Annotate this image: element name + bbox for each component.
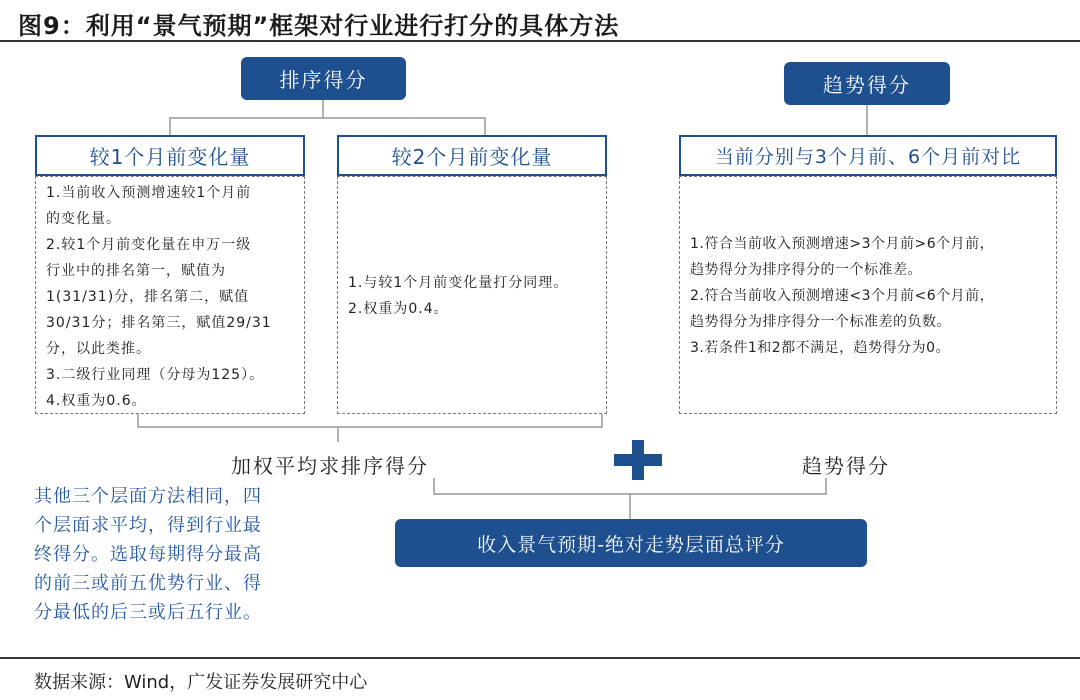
trend-score-pill [784, 62, 950, 105]
final-score-pill [395, 519, 867, 567]
trend-score-label: 趋势得分 [823, 73, 911, 97]
box1-header [35, 135, 305, 176]
source-footer: 数据来源：Wind，广发证券发展研究中心 [34, 672, 368, 693]
bracket-under-boxes [138, 414, 602, 442]
note-line: 终得分。选取每期得分最高 [34, 544, 262, 565]
box2-line: 1.与较1个月前变化量打分同理。 [348, 275, 569, 291]
box1-line: 30/31分；排名第三，赋值29/31 [46, 315, 272, 331]
final-score-label: 收入景气预期-绝对走势层面总评分 [477, 533, 785, 556]
figure-title: 图9：利用“景气预期”框架对行业进行打分的具体方法 [18, 12, 620, 40]
plus-icon-vertical [632, 440, 644, 480]
box1-line: 3.二级行业同理（分母为125）。 [46, 367, 265, 383]
trend-score-sum-label: 趋势得分 [802, 454, 890, 478]
box3-header-text: 当前分别与3个月前、6个月前对比 [714, 146, 1022, 168]
box1-body [35, 176, 305, 414]
box3-body [679, 176, 1057, 414]
box3-header [679, 135, 1057, 176]
box2-header-text: 较2个月前变化量 [391, 145, 553, 169]
note-line: 分最低的后三或后五行业。 [34, 602, 262, 623]
box2-header [337, 135, 607, 176]
box1-header-text: 较1个月前变化量 [89, 145, 251, 169]
note-line: 其他三个层面方法相同，四 [34, 486, 262, 507]
box1-line: 4.权重为0.6。 [46, 393, 147, 409]
box2-line: 2.权重为0.4。 [348, 301, 449, 317]
box1-line: 分，以此类推。 [46, 341, 151, 357]
note-line: 个层面求平均，得到行业最 [34, 515, 262, 536]
box2-body [337, 176, 607, 414]
method-note [34, 482, 324, 627]
box3-line: 趋势得分为排序得分的一个标准差。 [690, 262, 922, 278]
ranking-score-label: 排序得分 [279, 68, 368, 92]
ranking-score-pill [241, 57, 406, 100]
box1-line: 1(31/31)分，排名第二，赋值 [46, 289, 250, 305]
footer-divider [0, 657, 1080, 659]
box1-line: 2.较1个月前变化量在申万一级 [46, 237, 252, 253]
note-line: 的前三或前五优势行业、得 [34, 573, 262, 594]
box1-line: 的变化量。 [46, 211, 121, 227]
box3-line: 趋势得分为排序得分一个标准差的负数。 [690, 314, 951, 330]
weighted-average-label: 加权平均求排序得分 [231, 454, 429, 478]
box3-line: 1.符合当前收入预测增速>3个月前>6个月前， [690, 236, 995, 252]
box3-line: 2.符合当前收入预测增速<3个月前<6个月前， [690, 288, 995, 304]
box1-line: 行业中的排名第一，赋值为 [46, 263, 226, 279]
connector-ranking-to-boxes [170, 100, 485, 135]
bracket-to-final [434, 478, 826, 519]
box1-line: 1.当前收入预测增速较1个月前 [46, 185, 252, 201]
box3-line: 3.若条件1和2都不满足，趋势得分为0。 [690, 340, 951, 356]
